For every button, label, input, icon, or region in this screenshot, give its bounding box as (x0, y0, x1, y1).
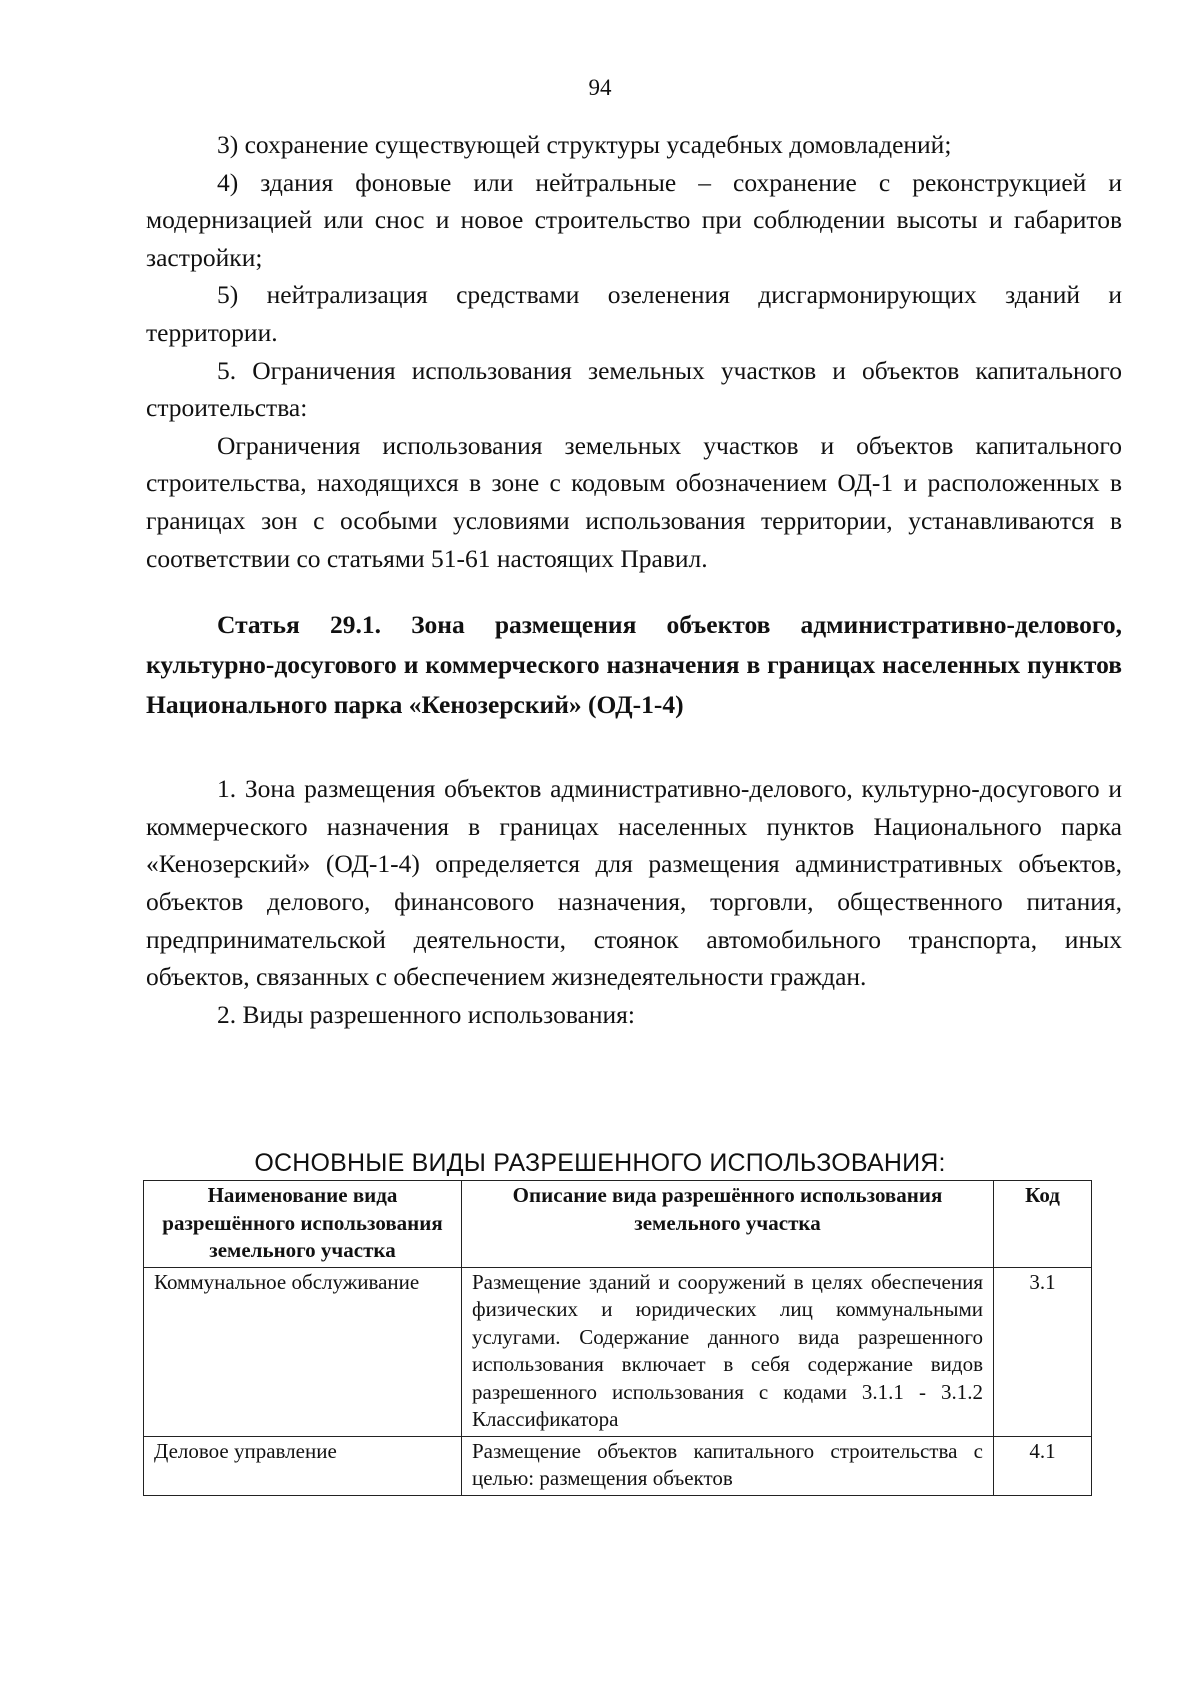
paragraph: 3) сохранение существующей структуры усадебных домовладений; (217, 130, 952, 159)
page-number: 94 (588, 75, 612, 100)
paragraph: 2. Виды разрешенного использования: (217, 999, 635, 1029)
cell-code: 3.1 (994, 1267, 1092, 1436)
cell-description: Размещение объектов капитального строительства с целью: размещения объектов (462, 1436, 994, 1495)
cell-name: Коммунальное обслуживание (144, 1267, 462, 1436)
cell-code: 4.1 (994, 1436, 1092, 1495)
paragraph: 4) здания фоновые или нейтральные – сохранение с реконструкцией и модернизацией или снос и новое строительство при соблюдении высоты и габаритов застройки; (146, 167, 1122, 272)
paragraph: 5) нейтрализация средствами озеленения дисгармонирующих зданий и территории. (146, 280, 1122, 347)
article-heading: Статья 29.1. Зона размещения объектов административно-делового, культурно-досугового и коммерческого назначения в границах населенных пунктов Национального парка «Кенозерский» (ОД-1-4) (146, 610, 1122, 720)
cell-name: Деловое управление (144, 1436, 462, 1495)
header-code: Код (994, 1181, 1092, 1268)
header-description: Описание вида разрешённого использования земельного участка (462, 1181, 994, 1268)
table-header-row (144, 1181, 1092, 1268)
table-title: ОСНОВНЫЕ ВИДЫ РАЗРЕШЕННОГО ИСПОЛЬЗОВАНИЯ: (254, 1149, 946, 1177)
paragraph: Ограничения использования земельных участков и объектов капитального строительства, находящихся в зоне с кодовым обозначением ОД-1 и расположенных в границах зон с особыми условиями использования территории, устанавливаются в соответствии со статьями 51-61 настоящих Правил. (146, 430, 1122, 573)
cell-description: Размещение зданий и сооружений в целях обеспечения физических и юридических лиц коммунальными услугами. Содержание данного вида разрешенного использования включает в себя содержание видов разрешенного использования с кодами 3.1.1 - 3.1.2 Классификатора (462, 1267, 994, 1436)
paragraph: 1. Зона размещения объектов административно-делового, культурно-досугового и коммерческого назначения в границах населенных пунктов Национального парка «Кенозерский» (ОД-1-4) определяется для размещения административных объектов, объектов делового, финансового назначения, торговли, общественного питания, предпринимательской деятельности, стоянок автомобильного транспорта, иных объектов, связанных с обеспечением жизнедеятельности граждан. (146, 774, 1122, 992)
document-body (146, 126, 1122, 1033)
header-name: Наименование вида разрешённого использования земельного участка (144, 1181, 462, 1268)
permitted-use-table (143, 1180, 1092, 1496)
table-row (144, 1436, 1092, 1495)
paragraph: 5. Ограничения использования земельных участков и объектов капитального строительства: (146, 355, 1122, 423)
table-row (144, 1267, 1092, 1436)
